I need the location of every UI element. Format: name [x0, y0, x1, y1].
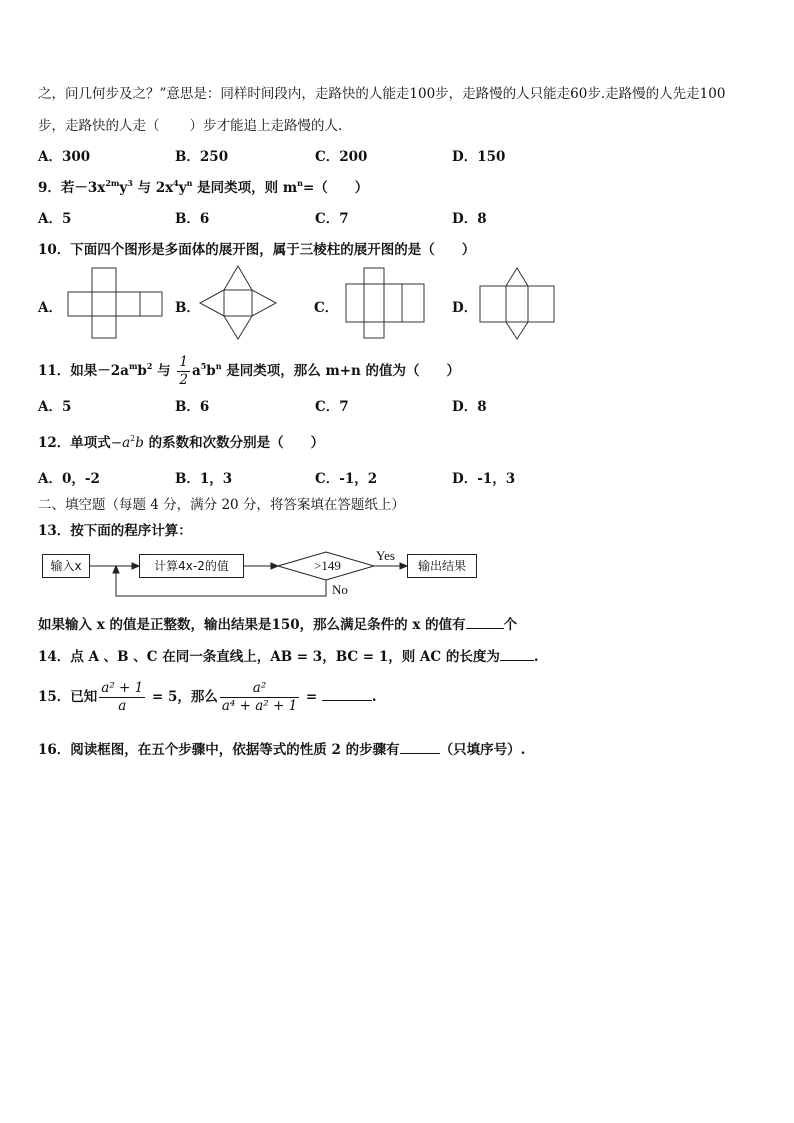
- q11-mid4: b: [206, 363, 216, 379]
- q11-sup4: n: [215, 361, 222, 371]
- q9-option-a[interactable]: A．5: [38, 211, 72, 227]
- flow-condition: >149: [314, 558, 341, 573]
- q11-fraction: [177, 354, 190, 389]
- q12-expression: −a: [110, 435, 131, 451]
- q15-prefix: 15．已知: [38, 689, 98, 705]
- q16-text: 16．阅读框图，在五个步骤中，依据等式的性质 2 的步骤有: [38, 742, 400, 758]
- q11-option-c[interactable]: C．7: [315, 399, 349, 415]
- q11-prefix: 11．如果－2a: [38, 363, 129, 379]
- q16-answer-blank[interactable]: [400, 741, 440, 754]
- q15-frac1-numerator: a² + 1: [101, 680, 144, 696]
- q11-mid2: 与: [152, 363, 176, 379]
- q9-mid1: y: [119, 180, 128, 196]
- q15-equals: =: [301, 689, 322, 705]
- flow-yes-label: Yes: [376, 548, 395, 563]
- q9-sup2: 3: [127, 178, 133, 188]
- q12-option-d[interactable]: D．-1，3: [452, 471, 516, 487]
- section-2-heading: 二、填空题（每题 4 分，满分 20 分，将答案填在答题纸上）: [38, 497, 405, 513]
- q15-stem: [38, 680, 377, 715]
- q12-option-c[interactable]: C．-1，2: [315, 471, 378, 487]
- q10-stem: 10．下面四个图形是多面体的展开图，属于三棱柱的展开图的是（ ）: [38, 242, 476, 258]
- q11-stem: [38, 354, 460, 389]
- q9-option-b[interactable]: B．6: [175, 211, 210, 227]
- q11-option-b[interactable]: B．6: [175, 399, 210, 415]
- q11-option-d[interactable]: D．8: [452, 399, 487, 415]
- q12-expression-b: b: [135, 435, 144, 451]
- q12-exponent: 2: [130, 434, 136, 443]
- q16-suffix: （只填序号）.: [439, 742, 526, 758]
- q13-answer-blank[interactable]: [466, 616, 504, 629]
- q12-option-b[interactable]: B．1，3: [175, 471, 233, 487]
- q8-text-part-a: 步，走路快的人走（: [38, 118, 160, 134]
- q9-mid2: 与 2x: [132, 180, 174, 196]
- q9-suffix: =（ ）: [302, 180, 369, 196]
- q9-sup5: n: [297, 178, 303, 188]
- q9-stem: [38, 176, 368, 196]
- q14-text: 14．点 A 、B 、C 在同一条直线上，AB = 3，BC = 1，则 AC 的长度为: [38, 649, 500, 665]
- q15-fraction-1: [99, 680, 145, 715]
- q8-option-b[interactable]: B．250: [175, 149, 229, 165]
- q9-prefix: 9．若－3x: [38, 180, 106, 196]
- q9-options: [38, 207, 758, 225]
- q11-option-a[interactable]: A．5: [38, 399, 72, 415]
- q10-figure-b: [198, 262, 280, 342]
- q8-option-d[interactable]: D．150: [452, 149, 506, 165]
- q13-flowchart: [38, 544, 498, 600]
- q10-label-b[interactable]: B．: [175, 300, 200, 316]
- q10-label-d[interactable]: D．: [452, 300, 478, 316]
- q8-options: [38, 145, 758, 163]
- q14-suffix: .: [533, 649, 539, 665]
- q15-end: .: [371, 689, 377, 705]
- q15-frac2-numerator: a²: [220, 680, 299, 698]
- q13-question: [38, 613, 517, 633]
- q10-figure-c: [344, 262, 428, 342]
- q14-answer-blank[interactable]: [500, 648, 534, 661]
- q10-label-c[interactable]: C．: [314, 300, 339, 316]
- q9-mid4: 是同类项，则 m: [192, 180, 298, 196]
- q8-text-line2: [38, 114, 342, 134]
- q11-frac-denominator: 2: [179, 372, 188, 388]
- q9-sup4: n: [186, 178, 193, 188]
- q13-question-suffix: 个: [503, 617, 518, 633]
- q10-figure-d: [478, 262, 558, 342]
- q14-stem: [38, 645, 539, 665]
- q12-option-a[interactable]: A．0，-2: [38, 471, 100, 487]
- q16-stem: [38, 738, 525, 758]
- q9-option-d[interactable]: D．8: [452, 211, 487, 227]
- q11-options: [38, 395, 758, 413]
- q11-sup3: 5: [200, 361, 207, 371]
- q11-mid3: a: [191, 363, 201, 379]
- q9-sup1: 2m: [105, 178, 120, 188]
- flow-output-box: 输出结果: [407, 554, 477, 578]
- q11-sup2: 2: [146, 361, 153, 371]
- q13-stem: 13．按下面的程序计算：: [38, 523, 192, 539]
- q13-question-text: 如果输入 x 的值是正整数，输出结果是150，那么满足条件的 x 的值有: [38, 617, 466, 633]
- q15-frac2-denominator: a⁴ + a² + 1: [221, 698, 298, 714]
- q11-frac-numerator: 1: [179, 354, 188, 370]
- q15-answer-blank[interactable]: [322, 688, 372, 701]
- q12-options: [38, 467, 758, 485]
- q12-suffix: 的系数和次数分别是（ ）: [143, 435, 325, 451]
- flow-compute-box: 计算4x-2的值: [139, 554, 244, 578]
- q10-figure-a: [66, 262, 166, 342]
- q10-label-a[interactable]: A．: [38, 300, 62, 316]
- q11-suffix: 是同类项，那么 m+n 的值为（ ）: [221, 363, 461, 379]
- flow-no-label: No: [332, 582, 348, 597]
- q9-sup3: 4: [173, 178, 179, 188]
- q12-stem: [38, 431, 324, 451]
- q9-mid3: y: [178, 180, 187, 196]
- q8-option-a[interactable]: A．300: [38, 149, 91, 165]
- q8-option-c[interactable]: C．200: [315, 149, 368, 165]
- q15-frac1-denominator: a: [118, 698, 127, 714]
- q11-sup1: m: [128, 361, 138, 371]
- q12-prefix: 12．单项式: [38, 435, 111, 451]
- q9-option-c[interactable]: C．7: [315, 211, 349, 227]
- q15-fraction-2: [220, 680, 299, 715]
- q15-mid: = 5，那么: [147, 689, 218, 705]
- q8-text-line1: 之，问几何步及之？”意思是：同样时间段内，走路快的人能走100步，走路慢的人只能走60步.走路慢的人先走100: [38, 86, 726, 102]
- q11-mid1: b: [137, 363, 147, 379]
- flow-input-box: 输入x: [42, 554, 90, 578]
- q8-text-part-b: ）步才能追上走路慢的人.: [189, 118, 343, 134]
